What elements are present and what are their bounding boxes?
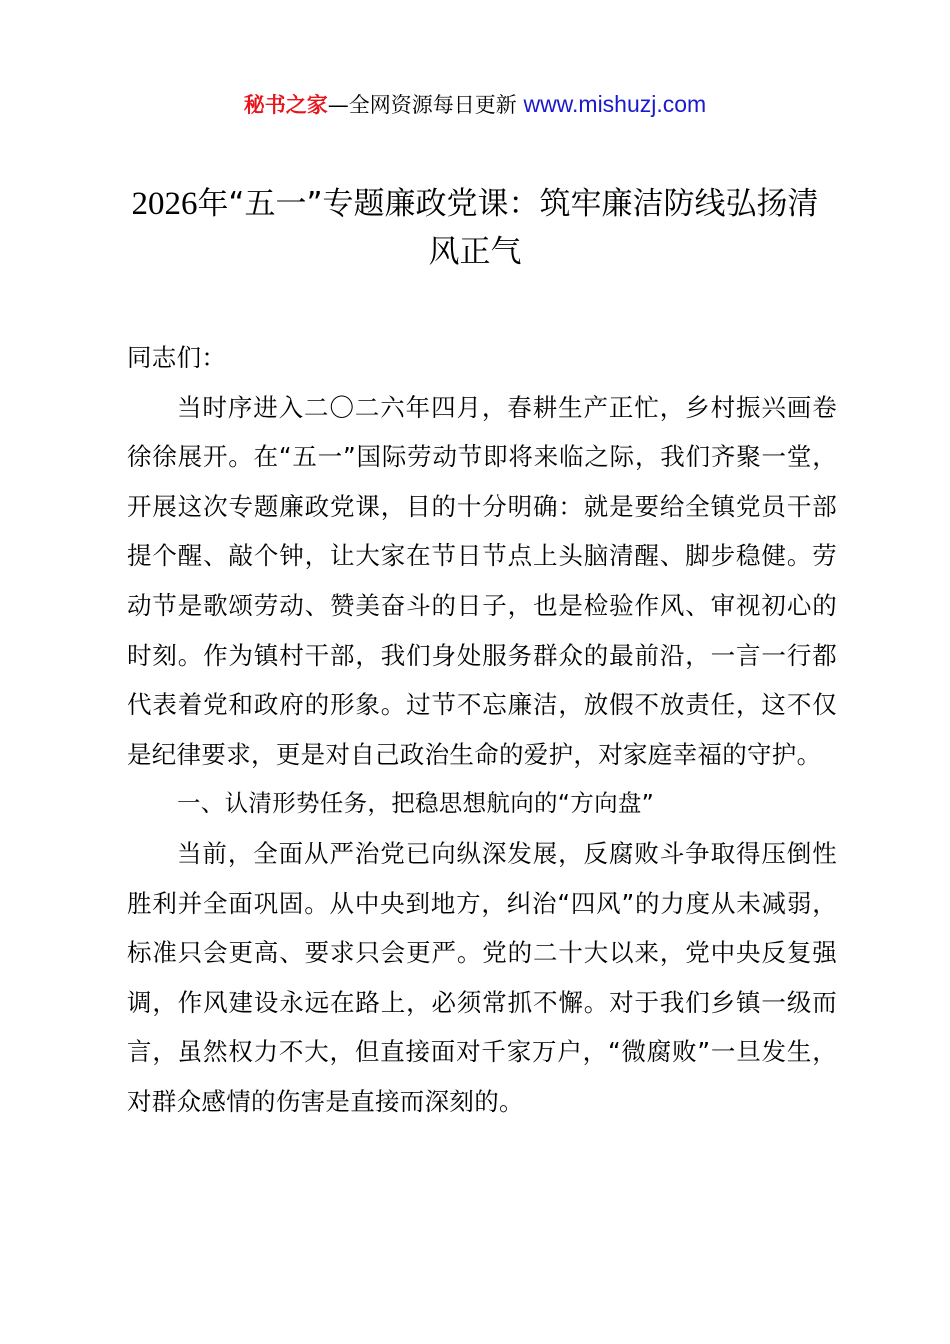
salutation: 同志们： [127, 343, 227, 372]
site-link[interactable]: www.mishuzj.com [523, 91, 707, 117]
section-heading: 一、认清形势任务，把稳思想航向的“方向盘” [177, 789, 655, 818]
document-body [127, 333, 837, 1127]
brand-name: 秘书之家 [243, 93, 328, 117]
header-tagline: —全网资源每日更新 [327, 93, 517, 117]
paragraph: 当时序进入二〇二六年四月，春耕生产正忙，乡村振兴画卷徐徐展开。在“五一”国际劳动节即将来临之际，我们齐聚一堂，开展这次专题廉政党课，目的十分明确：就是要给全镇党员干部提个醒、敲个钟，让大家在节日节点上头脑清醒、脚步稳健。劳动节是歌颂劳动、赞美奋斗的日子，也是检验作风、审视初心的时刻。作为镇村干部，我们身处服务群众的最前沿，一言一行都代表着党和政府的形象。过节不忘廉洁，放假不放责任，这不仅是纪律要求，更是对自己政治生命的爱护，对家庭幸福的守护。 [127, 392, 837, 769]
page-header [0, 88, 950, 121]
paragraph: 当前，全面从严治党已向纵深发展，反腐败斗争取得压倒性胜利并全面巩固。从中央到地方，纠治“四风”的力度从未减弱，标准只会更高、要求只会更严。党的二十大以来，党中央反复强调，作风建设永远在路上，必须常抓不懈。对于我们乡镇一级而言，虽然权力不大，但直接面对千家万户，“微腐败”一旦发生，对群众感情的伤害是直接而深刻的。 [127, 838, 837, 1116]
title-year: 2026 [131, 186, 198, 222]
title-text: 年“五一”专题廉政党课：筑牢廉洁防线弘扬清风正气 [197, 186, 819, 270]
document-title [120, 180, 830, 276]
